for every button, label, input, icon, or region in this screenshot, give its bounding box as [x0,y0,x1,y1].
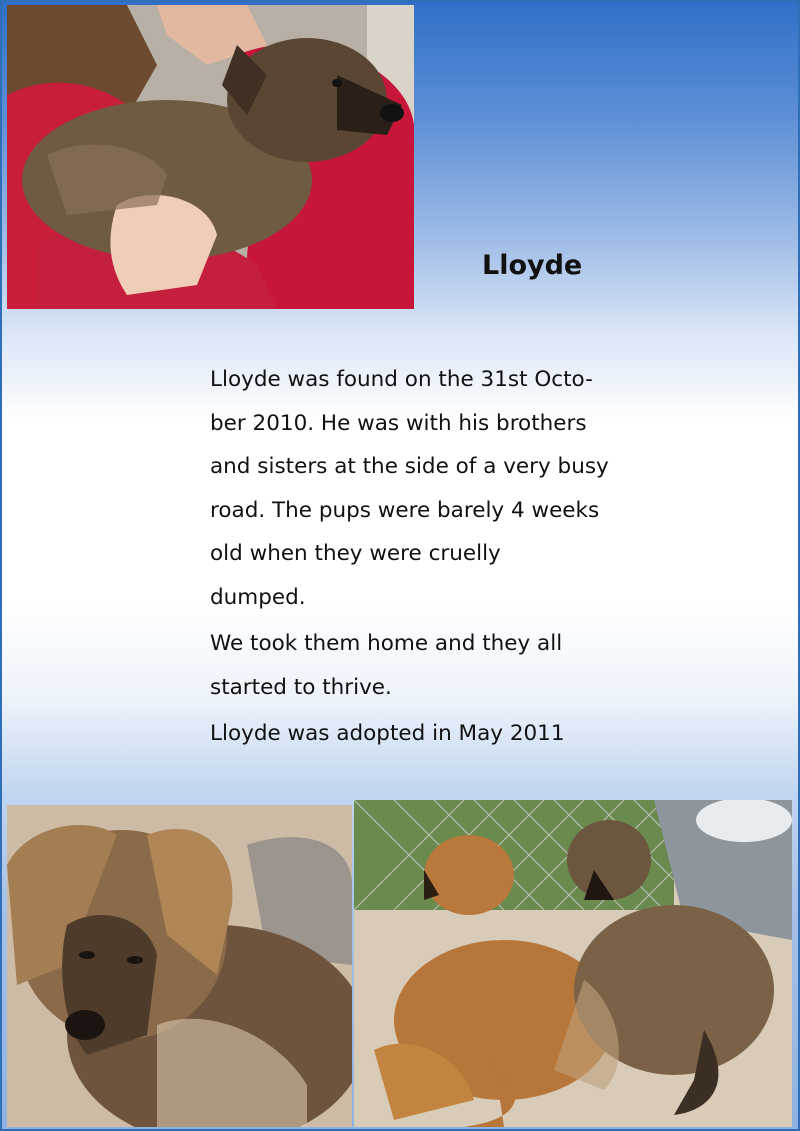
story-line: and sisters at the side of a very busy [210,454,609,479]
story-line: road. The pups were barely 4 weeks [210,497,600,523]
story-text [210,358,660,759]
story-paragraph-found [210,358,660,619]
photo-two-dogs [354,800,792,1127]
story-line: started to thrive. [210,674,392,700]
page-title: Lloyde [482,250,583,281]
story-line: old when they were cruelly [210,541,501,566]
photo-dog-closeup [7,805,352,1127]
photo-puppy-held [7,5,414,309]
story-line: ber 2010. He was with his brothers [210,410,587,436]
story-line: Lloyde was adopted in May 2011 [210,721,565,746]
story-paragraph-adopted [210,712,660,756]
story-line: Lloyde was found on the 31st Octo- [210,367,593,392]
story-line: dumped. [210,584,306,610]
story-line: We took them home and they all [210,631,563,656]
story-paragraph-home [210,622,660,709]
